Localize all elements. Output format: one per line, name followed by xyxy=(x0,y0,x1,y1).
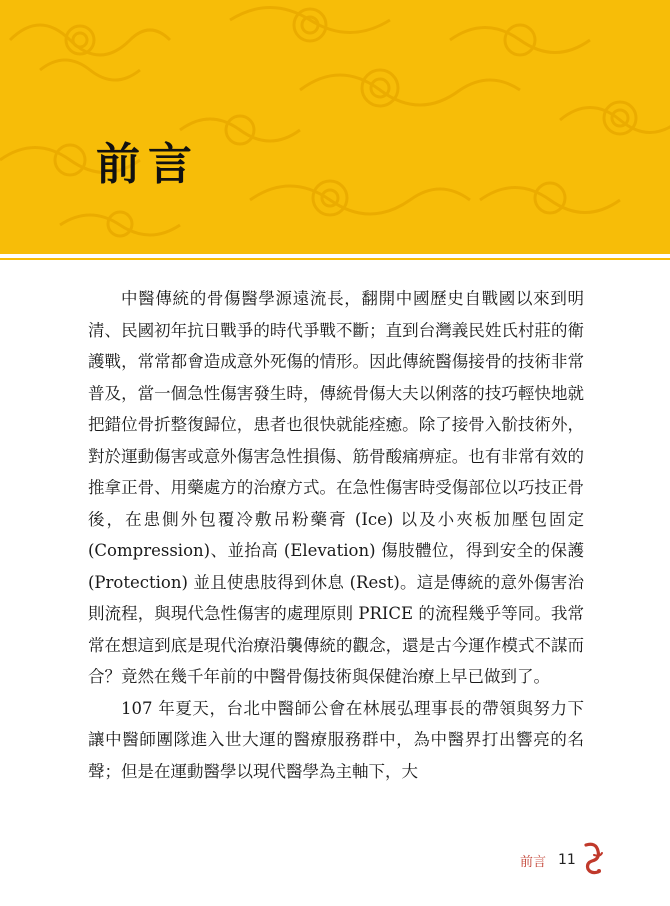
page-footer xyxy=(520,840,606,880)
cloud-pattern-background xyxy=(0,0,670,247)
divider-thick xyxy=(0,247,670,254)
header-banner xyxy=(0,0,670,247)
divider-thin xyxy=(0,258,670,260)
body-text xyxy=(88,283,584,787)
page-number: 11 xyxy=(558,852,576,868)
footer-section-label: 前言 xyxy=(520,854,547,870)
calligraphy-ornament-icon xyxy=(580,841,606,879)
page-title: 前言 xyxy=(96,139,200,190)
paragraph-2: 107 年夏天，台北中醫師公會在林展弘理事長的帶領與努力下讓中醫師團隊進入世大運的醫療服務群中，為中醫界打出響亮的名聲；但是在運動醫學以現代醫學為主軸下，大 xyxy=(88,698,584,781)
paragraph-1: 中醫傳統的骨傷醫學源遠流長，翻開中國歷史自戰國以來到明清、民國初年抗日戰爭的時代爭戰不斷；直到台灣義民姓氏村莊的衛護戰，常常都會造成意外死傷的情形。因此傳統醫傷接骨的技術非常普及，當一個急性傷害發生時，傳統骨傷大夫以俐落的技巧輕快地就把錯位骨折整復歸位，患者也很快就能痊癒。除了接骨入骱技術外，對於運動傷害或意外傷害急性損傷、筋骨酸痛痹症。也有非常有效的推拿正骨、用藥處方的治療方式。在急性傷害時受傷部位以巧技正骨後，在患側外包覆冷敷吊粉藥膏 (Ice) 以及小夾板加壓包固定 (Compression)、並抬高 (Elevation) 傷肢體位，得到安全的保護 (Protection) 並且使患肢得到休息 (Rest)。這是傳統的意外傷害治則流程，與現代急性傷害的處理原則 PRICE 的流程幾乎等同。我常常在想這到底是現代治療沿襲傳統的觀念，還是古今運作模式不謀而合？竟然在幾千年前的中醫骨傷技術與保健治療上早已做到了。 xyxy=(88,289,584,686)
